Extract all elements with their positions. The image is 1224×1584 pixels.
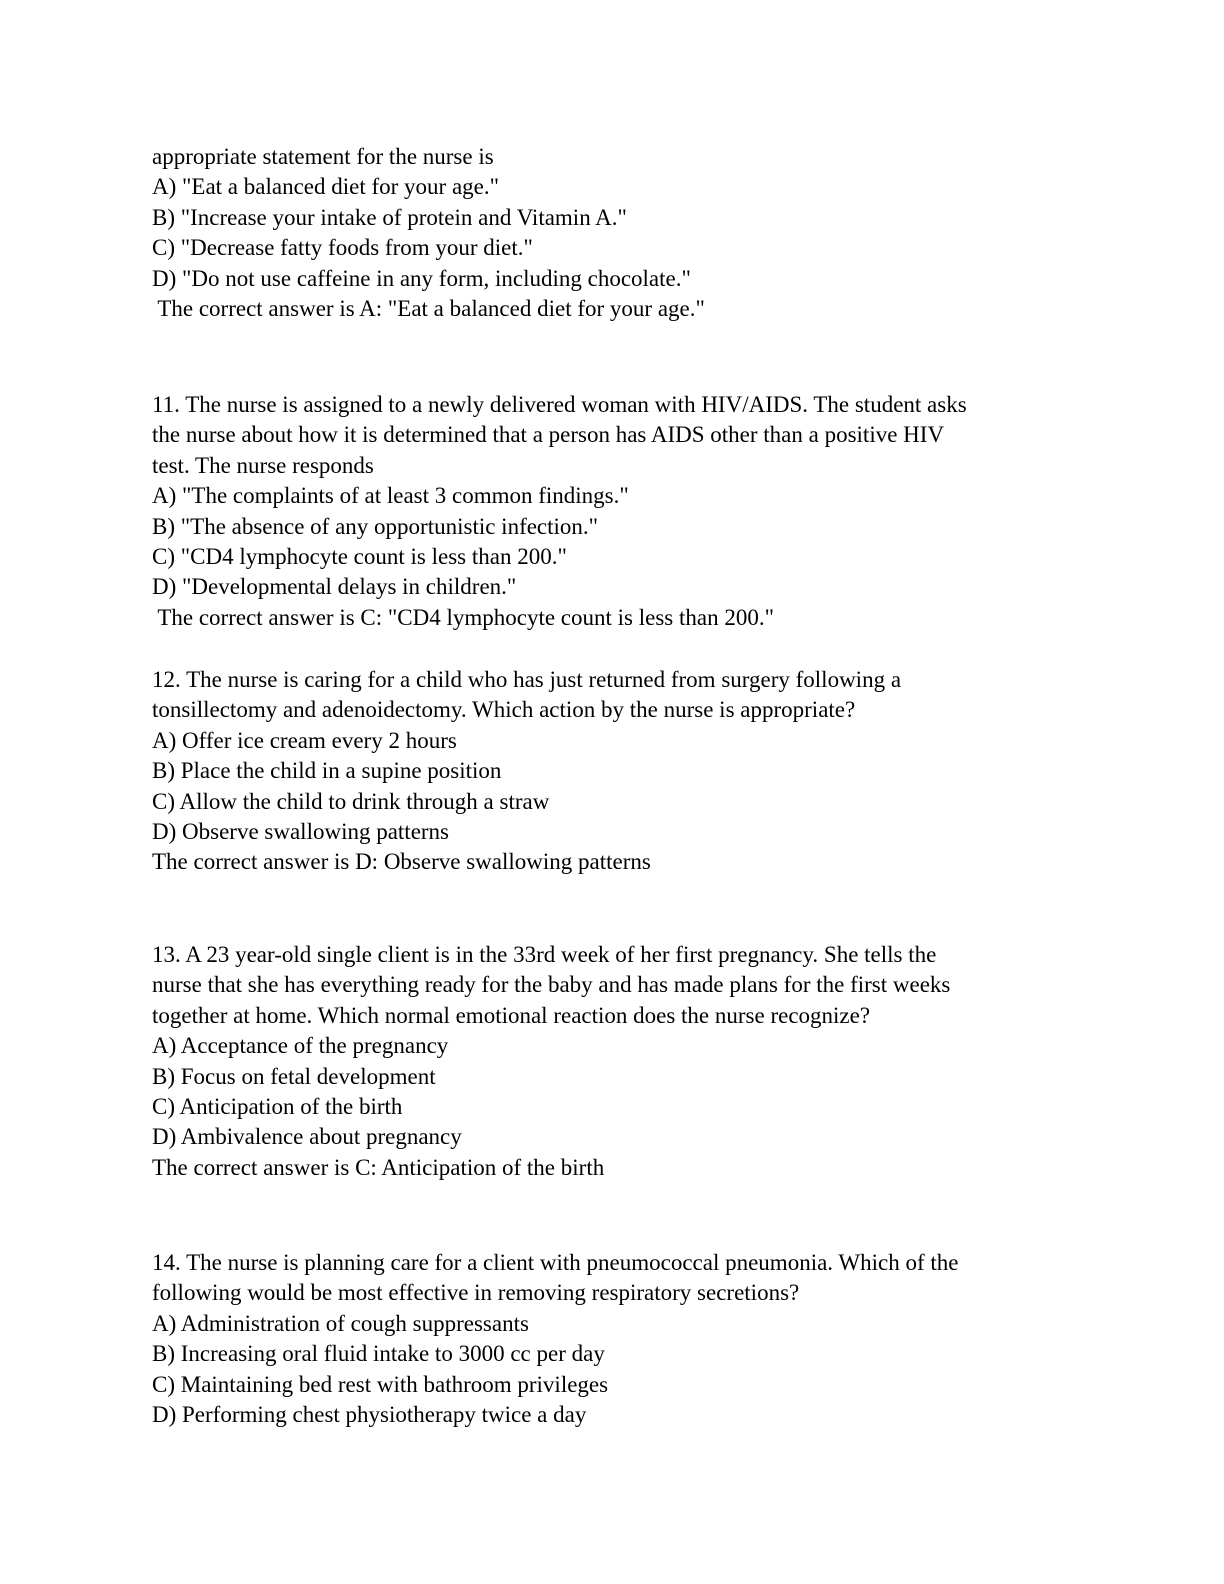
text-line: A) "Eat a balanced diet for your age." xyxy=(152,174,500,200)
text-line: D) Observe swallowing patterns xyxy=(152,818,450,844)
text-line: C) "CD4 lymphocyte count is less than 200." xyxy=(152,543,567,569)
text-line: following would be most effective in removing respiratory secretions? xyxy=(152,1280,800,1306)
text-line: C) "Decrease fatty foods from your diet." xyxy=(152,235,533,261)
text-line: nurse that she has everything ready for the baby and has made plans for the first weeks xyxy=(152,972,951,998)
text-line: The correct answer is A: "Eat a balanced diet for your age." xyxy=(152,295,705,321)
question-block-14 xyxy=(152,1248,1112,1430)
text-line: tonsillectomy and adenoidectomy. Which action by the nurse is appropriate? xyxy=(152,697,856,723)
text-line: D) Performing chest physiotherapy twice a day xyxy=(152,1401,587,1427)
text-line: The correct answer is C: "CD4 lymphocyte count is less than 200." xyxy=(152,604,774,630)
text-line: A) Acceptance of the pregnancy xyxy=(152,1033,449,1059)
text-line: A) Offer ice cream every 2 hours xyxy=(152,727,457,753)
text-line: together at home. Which normal emotional reaction does the nurse recognize? xyxy=(152,1002,871,1028)
question-block-10-continuation xyxy=(152,142,1112,324)
text-line: B) Increasing oral fluid intake to 3000 cc per day xyxy=(152,1341,605,1367)
text-line: A) Administration of cough suppressants xyxy=(152,1310,529,1336)
text-line: The correct answer is C: Anticipation of the birth xyxy=(152,1154,605,1180)
text-line: 14. The nurse is planning care for a client with pneumococcal pneumonia. Which of the xyxy=(152,1250,959,1275)
text-line: 12. The nurse is caring for a child who has just returned from surgery following a xyxy=(152,667,902,692)
text-line: D) "Do not use caffeine in any form, including chocolate." xyxy=(152,265,691,291)
text-line: D) Ambivalence about pregnancy xyxy=(152,1124,462,1150)
text-line: B) Focus on fetal development xyxy=(152,1063,436,1089)
text-line: test. The nurse responds xyxy=(152,452,374,478)
text-line: C) Maintaining bed rest with bathroom privileges xyxy=(152,1371,609,1397)
text-line: B) Place the child in a supine position xyxy=(152,758,502,784)
question-block-12 xyxy=(152,665,1112,878)
text-line: C) Anticipation of the birth xyxy=(152,1093,403,1119)
text-line: appropriate statement for the nurse is xyxy=(152,144,494,169)
text-line: 11. The nurse is assigned to a newly delivered woman with HIV/AIDS. The student asks xyxy=(152,392,967,417)
text-line: B) "The absence of any opportunistic infection." xyxy=(152,513,599,539)
text-line: 13. A 23 year-old single client is in the 33rd week of her first pregnancy. She tells the xyxy=(152,942,937,967)
text-line: C) Allow the child to drink through a straw xyxy=(152,788,550,814)
question-block-13 xyxy=(152,940,1112,1183)
text-line: the nurse about how it is determined that a person has AIDS other than a positive HIV xyxy=(152,422,945,448)
text-line: D) "Developmental delays in children." xyxy=(152,574,517,600)
text-line: A) "The complaints of at least 3 common findings." xyxy=(152,483,629,509)
text-line: The correct answer is D: Observe swallowing patterns xyxy=(152,849,651,875)
text-line: B) "Increase your intake of protein and Vitamin A." xyxy=(152,204,627,230)
question-block-11 xyxy=(152,390,1112,633)
